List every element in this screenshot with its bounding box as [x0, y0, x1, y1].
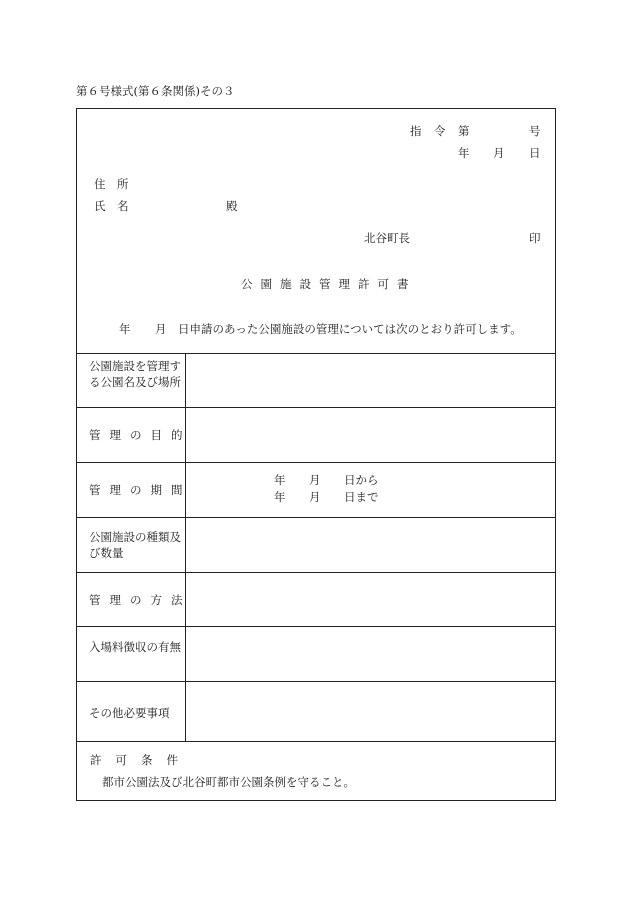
header-month: 月	[493, 146, 505, 160]
address-label: 住 所	[94, 177, 129, 191]
table-divider	[77, 572, 555, 573]
intro-year: 年	[119, 322, 131, 336]
period-to-month: 月	[309, 490, 321, 504]
period-from-year: 年	[274, 473, 286, 487]
header-year: 年	[458, 146, 470, 160]
table-divider	[77, 353, 555, 354]
issuer: 北谷町長	[364, 231, 410, 245]
designation-char-1: 指	[410, 124, 422, 138]
period-to-day: 日まで	[344, 490, 379, 504]
column-divider	[185, 353, 186, 741]
period-from-month: 月	[309, 473, 321, 487]
permit-form	[76, 108, 556, 801]
document-title: 公園施設管理許可書	[241, 277, 417, 291]
seal-mark: 印	[529, 231, 541, 245]
honorific: 殿	[226, 199, 238, 213]
row-label-admission-fee: 入場料徴収の有無	[89, 640, 181, 654]
row-label-purpose: 管理の目的	[89, 428, 192, 442]
intro-month: 月	[155, 322, 167, 336]
table-divider	[77, 741, 555, 742]
row-label-facility-type: 公園施設の種類及び数量	[89, 530, 181, 560]
designation-char-3: 第	[458, 124, 470, 138]
table-divider	[77, 626, 555, 627]
table-divider	[77, 407, 555, 408]
table-divider	[77, 681, 555, 682]
intro-text: 日申請のあった公園施設の管理については次のとおり許可します。	[178, 322, 522, 336]
period-from-day: 日から	[344, 473, 379, 487]
table-divider	[77, 517, 555, 518]
table-divider	[77, 462, 555, 463]
form-code: 第６号様式(第６条関係)その３	[76, 84, 235, 98]
header-day: 日	[529, 146, 541, 160]
conditions-text: 都市公園法及び北谷町都市公園条例を守ること。	[102, 775, 355, 789]
row-label-method: 管理の方法	[89, 593, 192, 607]
designation-char-2: 令	[434, 124, 446, 138]
row-label-park-location: 公園施設を管理する公園名及び場所	[89, 359, 181, 389]
row-label-period: 管理の期間	[89, 483, 192, 497]
designation-char-4: 号	[529, 124, 541, 138]
conditions-label: 許可条件	[90, 753, 192, 767]
period-to-year: 年	[274, 490, 286, 504]
row-label-other: その他必要事項	[89, 706, 170, 720]
name-label: 氏 名	[94, 199, 129, 213]
